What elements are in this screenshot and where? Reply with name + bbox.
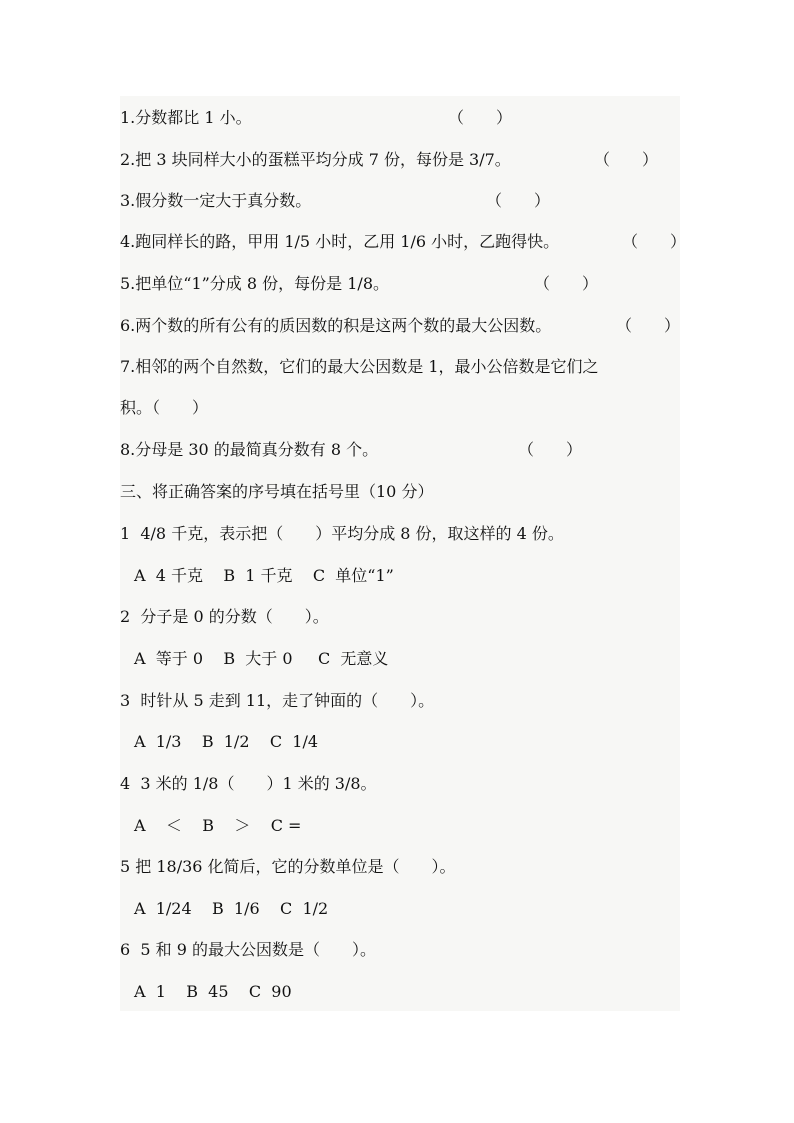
mc-question-5: 5 把 18/36 化简后，它的分数单位是（ ）。 <box>120 857 456 876</box>
judgement-item-6: 6.两个数的所有公有的质因数的积是这两个数的最大公因数。 <box>120 316 552 335</box>
judgement-item-1: 1.分数都比 1 小。 <box>120 108 252 127</box>
mc-options-6: A 1 B 45 C 90 <box>134 982 292 1001</box>
answer-paren-6: （ ） <box>616 316 681 335</box>
mc-options-4: A ＜ B ＞ C = <box>134 816 302 835</box>
judgement-item-5: 5.把单位“1”分成 8 份，每份是 1/8。 <box>120 274 389 293</box>
answer-paren-3: （ ） <box>486 191 551 210</box>
section-3-title: 三、将正确答案的序号填在括号里（10 分） <box>120 482 434 501</box>
judgement-item-3: 3.假分数一定大于真分数。 <box>120 191 312 210</box>
answer-paren-4: （ ） <box>622 232 687 251</box>
answer-paren-1: （ ） <box>448 108 513 127</box>
mc-question-4: 4 3 米的 1/8（ ）1 米的 3/8。 <box>120 774 377 793</box>
mc-question-6: 6 5 和 9 的最大公因数是（ ）。 <box>120 940 376 959</box>
answer-paren-8: （ ） <box>518 440 583 459</box>
mc-options-5: A 1/24 B 1/6 C 1/2 <box>134 899 329 918</box>
mc-options-3: A 1/3 B 1/2 C 1/4 <box>134 732 319 751</box>
mc-question-3: 3 时针从 5 走到 11，走了钟面的（ ）。 <box>120 691 435 710</box>
judgement-item-2: 2.把 3 块同样大小的蛋糕平均分成 7 份，每份是 3/7。 <box>120 150 511 169</box>
judgement-item-7: 7.相邻的两个自然数，它们的最大公因数是 1，最小公倍数是它们之 <box>120 357 599 376</box>
mc-options-2: A 等于 0 B 大于 0 C 无意义 <box>134 649 389 668</box>
mc-options-1: A 4 千克 B 1 千克 C 单位“1” <box>134 566 394 585</box>
mc-question-1: 1 4/8 千克，表示把（ ）平均分成 8 份，取这样的 4 份。 <box>120 524 564 543</box>
answer-paren-5: （ ） <box>534 274 599 293</box>
mc-question-2: 2 分子是 0 的分数（ ）。 <box>120 607 329 626</box>
answer-paren-2: （ ） <box>594 150 659 169</box>
judgement-item-7-continued: 积。（ ） <box>120 398 209 417</box>
judgement-item-8: 8.分母是 30 的最简真分数有 8 个。 <box>120 440 379 459</box>
judgement-item-4: 4.跑同样长的路，甲用 1/5 小时，乙用 1/6 小时，乙跑得快。 <box>120 232 560 251</box>
